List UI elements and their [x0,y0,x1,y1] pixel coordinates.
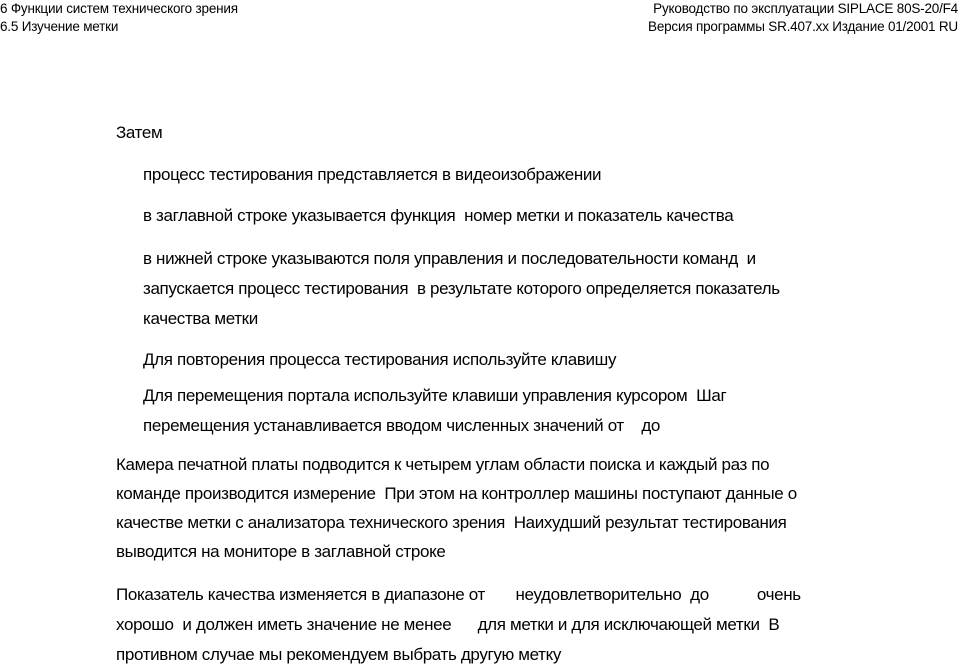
list-item: Для перемещения портала используйте клавиши управления курсором Шаг [143,386,727,405]
paragraph-line: противном случае мы рекомендуем выбрать другую метку [116,645,562,664]
paragraph-line: выводится на мониторе в заглавной строке [116,542,446,561]
version-edition: Версия программы SR.407.xx Издание 01/2001 RU [648,19,958,34]
paragraph-line: Показатель качества изменяется в диапазоне от неудовлетворительно до очень [116,585,801,604]
manual-title: Руководство по эксплуатации SIPLACE 80S-20/F4 [653,1,958,16]
page-header-right [648,0,958,36]
list-item-continuation: перемещения устанавливается вводом численных значений от до [143,416,661,435]
paragraph-line: качестве метки с анализатора технического зрения Наихудший результат тестирования [116,513,787,532]
list-item: процесс тестирования представляется в видеоизображении [143,165,602,184]
page-header-left [0,0,238,36]
paragraph-line: команде производится измерение При этом на контроллер машины поступают данные о [116,484,797,503]
list-item-continuation: качества метки [143,309,258,328]
intro-text: Затем [116,123,163,142]
paragraph-line: Камера печатной платы подводится к четырем углам области поиска и каждый раз по [116,455,770,474]
list-item: в нижней строке указываются поля управления и последовательности команд и [143,249,756,268]
paragraph-line: хорошо и должен иметь значение не менее для метки и для исключающей метки В [116,615,780,634]
list-item-continuation: запускается процесс тестирования в результате которого определяется показатель [143,279,780,298]
list-item: Для повторения процесса тестирования используйте клавишу [143,350,617,369]
list-item: в заглавной строке указывается функция номер метки и показатель качества [143,206,734,225]
chapter-title: 6 Функции систем технического зрения [0,1,238,16]
section-title: 6.5 Изучение метки [0,19,119,34]
